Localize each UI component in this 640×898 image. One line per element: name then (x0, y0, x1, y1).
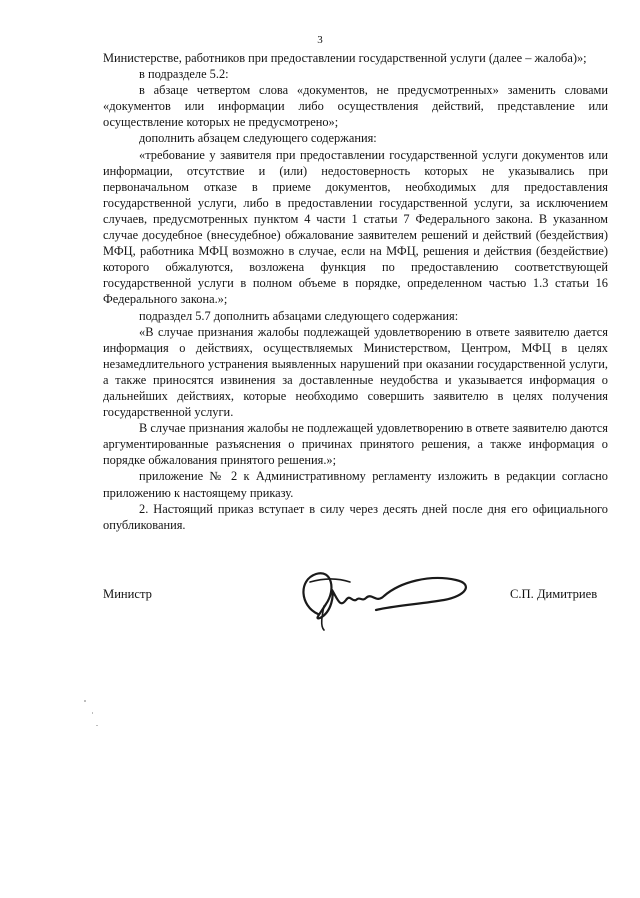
paragraph-continuation: Министерстве, работников при предоставлении государственной услуги (далее – жалоба)»; (103, 51, 587, 65)
paragraph-complaint-rejected: В случае признания жалобы не подлежащей удовлетворению в ответе заявителю даются аргументированные разъяснения о причинах принятого решения, а также информация о порядке обжалования принятого решения.»; (103, 421, 608, 468)
paragraph-complaint-satisfied: «В случае признания жалобы подлежащей удовлетворению в ответе заявителю дается информация о действиях, осуществляемых Министерством, Центром, МФЦ в целях незамедлительного устранения выявленных нарушений при оказании государственной услуги, а также приносятся извинения за доставленные неудобства и указывается информация о дальнейших действиях, которые необходимо совершить заявителю в целях получения государственной услуги. (103, 324, 608, 420)
paragraph-add-clause: дополнить абзацем следующего содержания: (139, 131, 377, 146)
handwritten-signature (280, 560, 480, 638)
paragraph-effective-date: 2. Настоящий приказ вступает в силу через десять дней после дня его официального опубликования. (103, 501, 608, 532)
paragraph-appendix-2: приложение № 2 к Административному регламенту изложить в редакции согласно приложению к настоящему приказу. (103, 469, 608, 500)
paragraph-subsection-5-2: в подразделе 5.2: (139, 67, 229, 82)
paragraph-requirement-quote: «требование у заявителя при предоставлении государственной услуги документов или информации, отсутствие и (или) недостоверность которых не указывались при первоначальном отказе в приеме документов, необходимых для предоставления государственной услуги, либо в предоставлении государственной услуги, за исключением случаев, предусмотренных пунктом 4 части 1 статьи 7 Федерального закона. В указанном случае досудебное (внесудебное) обжалование заявителем решений и действий (бездействия) МФЦ, работника МФЦ возможно в случае, если на МФЦ, решения и действия (бездействие) которого обжалуются, возложена функция по предоставлению соответствующей государственной услуги в полном объеме в порядке, определенном частью 1.3 статьи 16 Федерального закона.»; (103, 147, 608, 307)
paragraph-subsection-5-7: подраздел 5.7 дополнить абзацами следующего содержания: (139, 308, 459, 323)
signatory-name: С.П. Димитриев (510, 587, 598, 601)
scan-speck (84, 700, 86, 702)
scan-speck (92, 712, 93, 714)
page-number: 3 (317, 34, 323, 46)
document-body (103, 50, 608, 533)
scan-speck (96, 725, 98, 726)
signatory-title: Министр (103, 587, 152, 601)
paragraph-fourth-clause-replacement: в абзаце четвертом слова «документов, не предусмотренных» заменить словами «документов или информации либо осуществления действий, представление или осуществление которых не предусмотрено»; (103, 83, 608, 130)
